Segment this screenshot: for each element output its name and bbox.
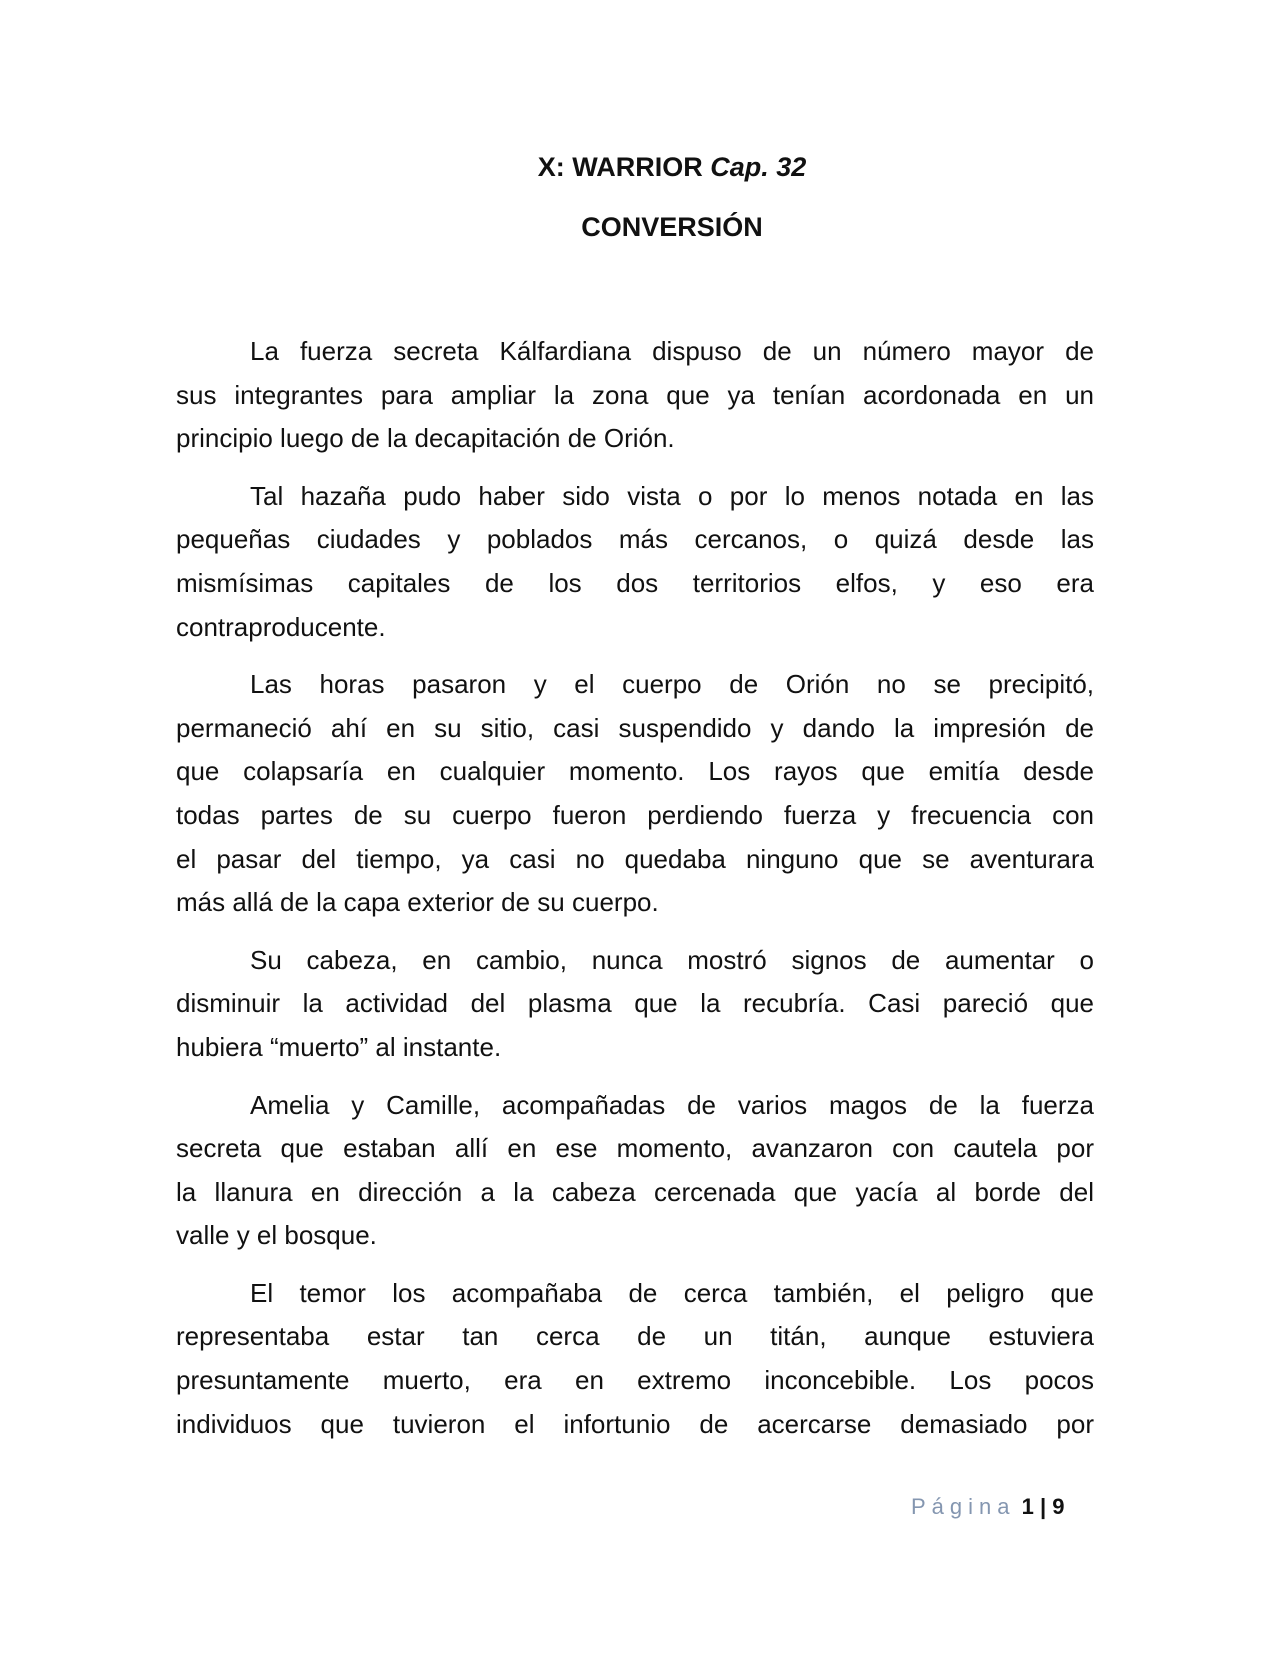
text-line: valle y el bosque. [176, 1220, 377, 1251]
text-line: representaba estar tan cerca de un titán, aunque estuviera [176, 1321, 1094, 1352]
text-line: mismísimas capitales de los dos territorios elfos, y eso era [176, 567, 1094, 598]
text-line: principio luego de la decapitación de Orión. [176, 423, 675, 454]
text-line: La fuerza secreta Kálfardiana dispuso de un número mayor de [250, 336, 1094, 366]
document-title [0, 152, 1280, 183]
paragraph [176, 939, 1094, 1070]
page-number: 1 [1021, 1494, 1034, 1519]
page-label: Página [911, 1494, 1016, 1519]
paragraph [176, 1084, 1094, 1258]
text-line: todas partes de su cuerpo fueron perdiendo fuerza y frecuencia con [176, 799, 1094, 830]
page-separator: | [1040, 1494, 1047, 1519]
text-line: la llanura en dirección a la cabeza cercenada que yacía al borde del [176, 1176, 1094, 1207]
paragraph [176, 475, 1094, 649]
text-line: que colapsaría en cualquier momento. Los rayos que emitía desde [176, 756, 1094, 787]
text-line: El temor los acompañaba de cerca también, el peligro que [250, 1277, 1094, 1308]
text-line: Amelia y Camille, acompañadas de varios magos de la fuerza [250, 1089, 1094, 1120]
text-line: presuntamente muerto, era en extremo inconcebible. Los pocos [176, 1365, 1094, 1396]
text-line: Tal hazaña pudo haber sido vista o por lo menos notada en las [250, 480, 1094, 511]
text-line: disminuir la actividad del plasma que la recubría. Casi pareció que [176, 988, 1094, 1019]
text-line: hubiera “muerto” al instante. [176, 1031, 502, 1062]
text-line: el pasar del tiempo, ya casi no quedaba ninguno que se aventurara [176, 843, 1094, 874]
text-line: Las horas pasaron y el cuerpo de Orión no se precipitó, [250, 669, 1094, 700]
text-line: sus integrantes para ampliar la zona que ya tenían acordonada en un [176, 379, 1094, 410]
text-line: individuos que tuvieron el infortunio de acercarse demasiado por [176, 1408, 1094, 1439]
page-total: 9 [1052, 1494, 1065, 1519]
text-line: permaneció ahí en su sitio, casi suspendido y dando la impresión de [176, 712, 1094, 743]
document-body [176, 330, 1094, 1460]
text-line: contraproducente. [176, 611, 386, 642]
chapter-number: Cap. 32 [710, 152, 807, 182]
paragraph [176, 1272, 1094, 1446]
text-line: secreta que estaban allí en ese momento, avanzaron con cautela por [176, 1133, 1094, 1164]
paragraph [176, 330, 1094, 461]
text-line: pequeñas ciudades y poblados más cercanos, o quizá desde las [176, 524, 1094, 555]
paragraph [176, 663, 1094, 925]
chapter-heading: CONVERSIÓN [581, 212, 763, 242]
page-footer [911, 1494, 1065, 1520]
text-line: Su cabeza, en cambio, nunca mostró signos de aumentar o [250, 944, 1094, 975]
series-title: X: WARRIOR [537, 152, 703, 182]
text-line: más allá de la capa exterior de su cuerpo. [176, 887, 659, 918]
